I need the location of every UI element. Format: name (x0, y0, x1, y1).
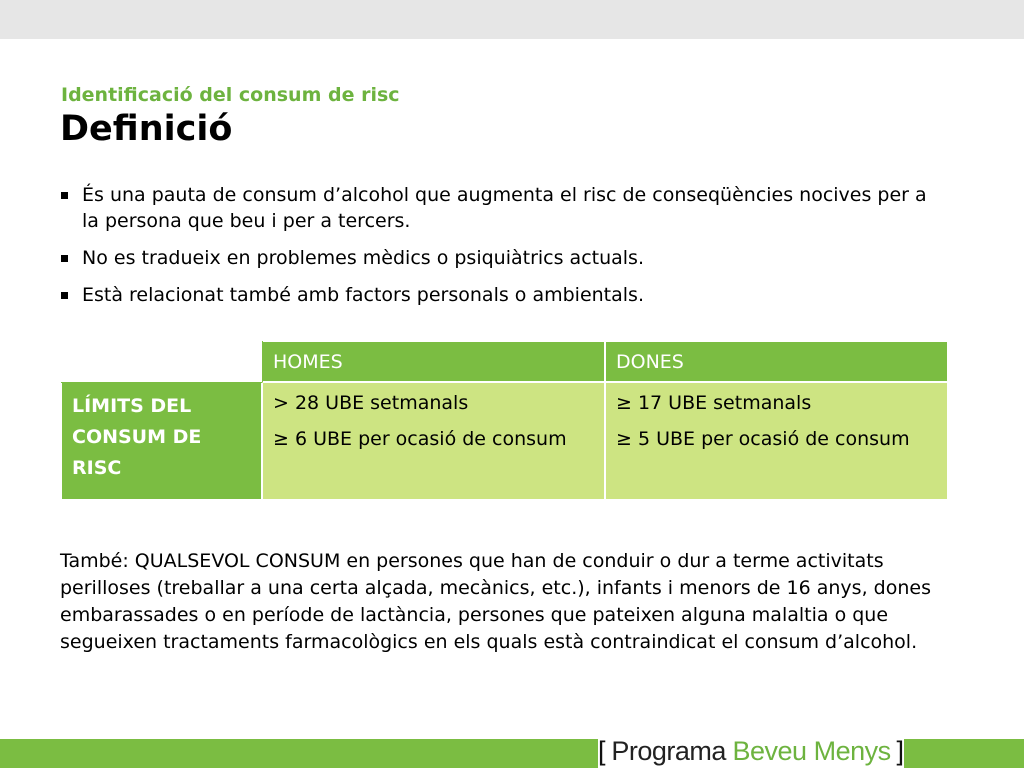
slide-subtitle: Identificació del consum de risc (61, 84, 400, 106)
top-band (0, 0, 1024, 39)
logo-close-bracket: ] (896, 736, 904, 766)
bullet-item: És una pauta de consum d’alcohol que augmenta el risc de conseqüències nocives per a la persona que beu i per a tercers. (60, 182, 940, 234)
limits-table (60, 340, 949, 501)
column-header-dones: DONES (605, 341, 948, 382)
limit-weekly-homes: > 28 UBE setmanals (273, 392, 469, 414)
bullet-item: Està relacionat també amb factors personals o ambientals. (60, 282, 940, 308)
table-corner (61, 341, 262, 382)
cell-dones (605, 382, 948, 500)
bullet-list (60, 182, 940, 319)
slide-title: Definició (60, 109, 233, 149)
cell-homes (262, 382, 605, 500)
program-logo (598, 735, 904, 768)
logo-open-bracket: [ (598, 736, 606, 766)
bullet-item: No es tradueix en problemes mèdics o psiquiàtrics actuals. (60, 245, 940, 271)
limit-weekly-dones: ≥ 17 UBE setmanals (616, 392, 812, 414)
also-note: També: QUALSEVOL CONSUM en persones que han de conduir o dur a terme activitats perilloses (treballar a una certa alçada, mecànics, etc.), infants i menors de 16 anys, dones embarassades o en període de lactància, persones que pateixen alguna malaltia o que segueixen tractaments farmacològics en els quals està contraindicat el consum d’alcohol. (60, 550, 931, 653)
limit-occasion-dones: ≥ 5 UBE per ocasió de consum (616, 428, 910, 450)
limit-occasion-homes: ≥ 6 UBE per ocasió de consum (273, 428, 567, 450)
column-header-homes: HOMES (262, 341, 605, 382)
logo-word-programa: Programa (611, 736, 726, 766)
row-header-limits: LÍMITS DEL CONSUM DE RISC (61, 382, 262, 500)
logo-word-beveu-menys: Beveu Menys (732, 736, 891, 766)
